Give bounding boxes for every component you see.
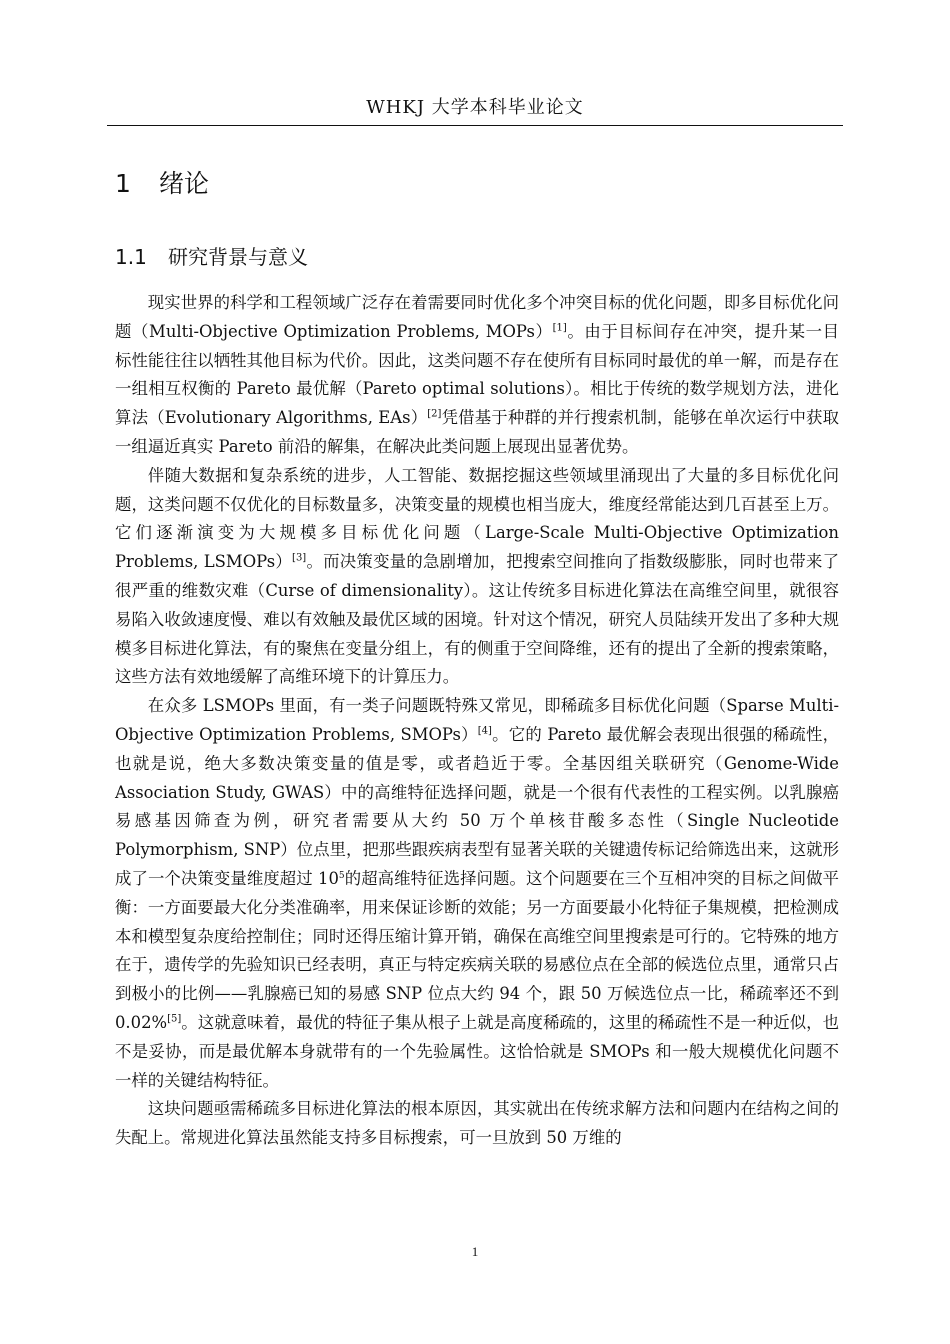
paragraph-text: 现实世界的科学和工程领域广泛存在着需要同时优化多个冲突目标的优化问题，即多目标优化问题（Multi-Objective Optimization Problems, MOPs） xyxy=(115,293,839,341)
citation-ref: [4] xyxy=(477,725,492,737)
exponent: 5 xyxy=(338,870,345,881)
paragraph-text: 。这就意味着，最优的特征子集从根子上就是高度稀疏的，这里的稀疏性不是一种近似，也不是妥协，而是最优解本身就带有的一个先验属性。这恰恰就是 SMOPs 和一般大规模优化问题不一样的关键结构特征。 xyxy=(115,1012,839,1090)
paragraph-text: 在众多 LSMOPs 里面，有一类子问题既特殊又常见，即稀疏多目标优化问题（Sparse Multi-Objective Optimization Problems, SMOPs） xyxy=(115,696,839,744)
paragraph-text: 伴随大数据和复杂系统的进步，人工智能、数据挖掘这些领域里涌现出了大量的多目标优化问题，这类问题不仅优化的目标数量多，决策变量的规模也相当庞大，维度经常能达到几百甚至上万。它们逐渐演变为大规模多目标优化问题（Large-Scale Multi-Objective Optimization Problems, LSMOPs） xyxy=(115,465,839,572)
body-paragraph xyxy=(115,692,839,1095)
chapter-title: 绪论 xyxy=(159,169,210,198)
page-header xyxy=(107,93,843,126)
body-paragraph xyxy=(115,1095,839,1153)
chapter-heading xyxy=(115,164,209,200)
section-title: 研究背景与意义 xyxy=(168,245,308,269)
body-paragraph xyxy=(115,462,839,692)
section-heading xyxy=(115,241,308,270)
chapter-number: 1 xyxy=(115,169,131,198)
citation-ref: [5] xyxy=(167,1013,182,1025)
body-text xyxy=(115,289,839,1153)
paragraph-text: 这块问题亟需稀疏多目标进化算法的根本原因，其实就出在传统求解方法和问题内在结构之间的失配上。常规进化算法虽然能支持多目标搜索，可一旦放到 50 万维的 xyxy=(115,1099,839,1148)
citation-ref: [2] xyxy=(427,408,442,420)
paragraph-text: 的超高维特征选择问题。这个问题要在三个互相冲突的目标之间做平衡：一方面要最大化分类准确率，用来保证诊断的效能；另一方面要最小化特征子集规模，把检测成本和模型复杂度给控制住；同时还得压缩计算开销，确保在高维空间里搜索是可行的。它特殊的地方在于，遗传学的先验知识已经表明，真正与特定疾病关联的易感位点在全部的候选位点里，通常只占到极小的比例——乳腺癌已知的易感 SNP 位点大约 94 个，跟 50 万候选位点一比，稀疏率还不到 0.02% xyxy=(115,868,839,1032)
page-number: 1 xyxy=(471,1244,479,1259)
body-paragraph xyxy=(115,289,839,462)
paragraph-text: 。它的 Pareto 最优解会表现出很强的稀疏性，也就是说，绝大多数决策变量的值是零，或者趋近于零。全基因组关联研究（Genome-Wide Association Study, GWAS）中的高维特征选择问题，就是一个很有代表性的工程实例。以乳腺癌易感基因筛查为例，研究者需要从大约 50 万个单核苷酸多态性（Single Nucleotide Polymorphism, SNP）位点里，把那些跟疾病表型有显著关联的关键遗传标记给筛选出来，这就形成了一个决策变量维度超过 10 xyxy=(115,724,839,888)
paragraph-text: 。而决策变量的急剧增加，把搜索空间推向了指数级膨胀，同时也带来了很严重的维数灾难（Curse of dimensionality）。这让传统多目标进化算法在高维空间里，就很容易陷入收敛速度慢、难以有效触及最优区域的困境。针对这个情况，研究人员陆续开发出了多种大规模多目标进化算法，有的聚焦在变量分组上，有的侧重于空间降维，还有的提出了全新的搜索策略，这些方法有效地缓解了高维环境下的计算压力。 xyxy=(115,552,840,687)
citation-ref: [3] xyxy=(292,552,307,564)
paragraph-text: 凭借基于种群的并行搜索机制，能够在单次运行中获取一组逼近真实 Pareto 前沿的解集，在解决此类问题上展现出显著优势。 xyxy=(115,408,840,456)
paragraph-text: 。由于目标间存在冲突，提升某一目标性能往往以牺牲其他目标为代价。因此，这类问题不存在使所有目标同时最优的单一解，而是存在一组相互权衡的 Pareto 最优解（Pareto optimal solutions）。相比于传统的数学规划方法，进化算法（Evolutionary Algorithms, EAs） xyxy=(115,321,840,428)
citation-ref: [1] xyxy=(552,322,567,334)
thesis-header-title: WHKJ 大学本科毕业论文 xyxy=(366,97,584,118)
section-number: 1.1 xyxy=(115,245,147,269)
